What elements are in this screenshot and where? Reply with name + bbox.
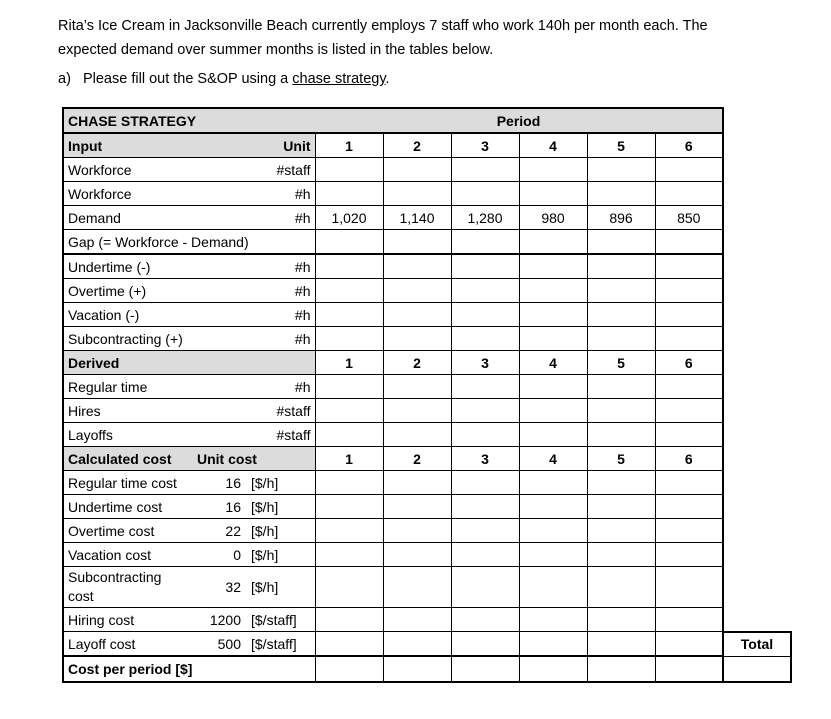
row-unit: #h	[193, 182, 315, 206]
cost-row-hiring	[63, 608, 791, 632]
input-cell[interactable]	[519, 182, 587, 206]
period-3: 3	[451, 447, 519, 471]
derived-header-row	[63, 351, 791, 375]
input-cell[interactable]	[383, 375, 451, 399]
row-label: Undertime (-)	[63, 254, 193, 279]
input-cell[interactable]	[587, 495, 655, 519]
unit-cost-value: 22	[225, 522, 241, 539]
input-cell[interactable]	[315, 471, 383, 495]
demand-value: 1,280	[451, 206, 519, 230]
cost-row-layoff	[63, 632, 791, 657]
row-unit: #staff	[193, 399, 315, 423]
period-4: 4	[519, 447, 587, 471]
input-cell[interactable]	[315, 632, 383, 657]
period-5: 5	[587, 351, 655, 375]
input-cell[interactable]	[383, 182, 451, 206]
period-4: 4	[519, 133, 587, 158]
input-cell[interactable]	[451, 495, 519, 519]
problem-line-2: expected demand over summer months is listed in the tables below.	[58, 42, 494, 58]
unit-header: Unit	[193, 133, 315, 158]
input-cell[interactable]	[451, 656, 519, 682]
input-cell[interactable]	[315, 423, 383, 447]
input-cell[interactable]	[383, 495, 451, 519]
input-cell[interactable]	[587, 656, 655, 682]
derived-row-regular-time	[63, 375, 791, 399]
input-cell[interactable]	[451, 423, 519, 447]
unit-cost-unit: [$/h]	[251, 498, 279, 515]
input-cell[interactable]	[451, 327, 519, 351]
row-label: Overtime (+)	[63, 279, 193, 303]
input-header-row	[63, 133, 791, 158]
total-header: Total	[723, 632, 791, 657]
input-cell[interactable]	[655, 608, 723, 632]
input-cell[interactable]	[587, 608, 655, 632]
gap-label: Gap (= Workforce - Demand)	[63, 230, 315, 255]
input-cell[interactable]	[587, 182, 655, 206]
input-cell[interactable]	[519, 608, 587, 632]
input-cell[interactable]	[655, 182, 723, 206]
input-cell[interactable]	[451, 608, 519, 632]
demand-value: 850	[655, 206, 723, 230]
input-cell[interactable]	[519, 656, 587, 682]
row-label-line-2: cost	[68, 588, 94, 604]
row-label: Undertime cost	[63, 495, 193, 519]
input-cell[interactable]	[383, 608, 451, 632]
input-cell[interactable]	[315, 279, 383, 303]
row-unit: #h	[193, 303, 315, 327]
row-unit: #h	[193, 206, 315, 230]
unit-cost-unit: [$/h]	[251, 522, 279, 539]
input-cell[interactable]	[383, 254, 451, 279]
unit-cost-value: 0	[233, 546, 241, 563]
input-cell[interactable]	[451, 543, 519, 567]
input-cell[interactable]	[315, 519, 383, 543]
input-cell[interactable]	[655, 495, 723, 519]
input-cell[interactable]	[451, 567, 519, 608]
input-cell[interactable]	[519, 375, 587, 399]
period-3: 3	[451, 351, 519, 375]
calc-header: Calculated cost	[63, 447, 193, 471]
gap-row-undertime	[63, 254, 791, 279]
unit-cost-header: Unit cost	[193, 447, 315, 471]
input-cell[interactable]	[655, 543, 723, 567]
period-header: Period	[315, 108, 723, 133]
input-cell[interactable]	[655, 279, 723, 303]
gap-row-subcontracting	[63, 327, 791, 351]
input-cell[interactable]	[655, 471, 723, 495]
input-cell[interactable]	[587, 254, 655, 279]
period-5: 5	[587, 447, 655, 471]
input-cell[interactable]	[451, 254, 519, 279]
input-cell[interactable]	[451, 471, 519, 495]
derived-row-hires	[63, 399, 791, 423]
unit-cost-value: 16	[225, 474, 241, 491]
input-cell[interactable]	[451, 375, 519, 399]
unit-cost-value: 32	[225, 578, 241, 595]
row-label: Demand	[63, 206, 193, 230]
input-cell[interactable]	[587, 279, 655, 303]
input-cell[interactable]	[519, 279, 587, 303]
demand-value: 980	[519, 206, 587, 230]
period-1: 1	[315, 133, 383, 158]
input-cell[interactable]	[587, 303, 655, 327]
row-unit: #staff	[193, 423, 315, 447]
input-cell[interactable]	[383, 543, 451, 567]
derived-header: Derived	[63, 351, 193, 375]
input-cell[interactable]	[315, 182, 383, 206]
input-cell[interactable]	[383, 303, 451, 327]
total-cell[interactable]	[723, 656, 791, 682]
problem-statement	[58, 14, 798, 62]
demand-value: 896	[587, 206, 655, 230]
input-cell[interactable]	[519, 158, 587, 182]
row-label: Vacation (-)	[63, 303, 193, 327]
input-cell[interactable]	[315, 399, 383, 423]
row-label: Regular time	[63, 375, 193, 399]
row-label: Layoffs	[63, 423, 193, 447]
row-label-line-1: Subcontracting	[68, 569, 162, 585]
unit-cost-value: 16	[225, 498, 241, 515]
demand-value: 1,020	[315, 206, 383, 230]
input-cell[interactable]	[655, 158, 723, 182]
cost-per-period-row	[63, 656, 791, 682]
unit-cost-value: 1200	[209, 611, 241, 628]
input-row-demand	[63, 206, 791, 230]
row-label: Hires	[63, 399, 193, 423]
period-6: 6	[655, 351, 723, 375]
input-cell[interactable]	[383, 327, 451, 351]
input-cell[interactable]	[519, 303, 587, 327]
row-unit: #h	[193, 279, 315, 303]
input-header: Input	[63, 133, 193, 158]
derived-row-layoffs	[63, 423, 791, 447]
input-cell[interactable]	[587, 399, 655, 423]
input-cell[interactable]	[451, 158, 519, 182]
unit-cost-unit: [$/h]	[251, 474, 279, 491]
calc-header-row	[63, 447, 791, 471]
row-label: Overtime cost	[63, 519, 193, 543]
input-cell[interactable]	[587, 519, 655, 543]
input-cell[interactable]	[451, 279, 519, 303]
input-cell[interactable]	[519, 495, 587, 519]
unit-cost-unit: [$/h]	[251, 578, 279, 595]
period-1: 1	[315, 351, 383, 375]
input-cell[interactable]	[451, 399, 519, 423]
input-cell[interactable]	[519, 327, 587, 351]
unit-cost-unit: [$/h]	[251, 546, 279, 563]
period-1: 1	[315, 447, 383, 471]
input-cell[interactable]	[587, 543, 655, 567]
input-cell[interactable]	[315, 656, 383, 682]
input-cell[interactable]	[315, 543, 383, 567]
input-cell[interactable]	[383, 471, 451, 495]
cost-row-regular-time	[63, 471, 791, 495]
input-cell[interactable]	[383, 632, 451, 657]
input-cell[interactable]	[315, 608, 383, 632]
input-cell[interactable]	[587, 632, 655, 657]
input-cell[interactable]	[655, 423, 723, 447]
input-cell[interactable]	[519, 543, 587, 567]
input-cell[interactable]	[655, 656, 723, 682]
input-cell[interactable]	[655, 399, 723, 423]
period-3: 3	[451, 133, 519, 158]
unit-cost-value: 500	[217, 635, 241, 652]
row-label: Layoff cost	[63, 632, 193, 657]
gap-row-vacation	[63, 303, 791, 327]
row-label	[63, 567, 193, 608]
question-a	[58, 71, 390, 87]
input-cell[interactable]	[587, 158, 655, 182]
row-label: Hiring cost	[63, 608, 193, 632]
period-2: 2	[383, 447, 451, 471]
input-cell[interactable]	[655, 519, 723, 543]
input-cell[interactable]	[451, 303, 519, 327]
row-label: Workforce	[63, 158, 193, 182]
row-label: Workforce	[63, 182, 193, 206]
question-a-prefix: a) Please fill out the S&OP using a	[58, 71, 293, 87]
input-cell[interactable]	[655, 632, 723, 657]
input-cell[interactable]	[655, 254, 723, 279]
input-row-workforce-hours	[63, 182, 791, 206]
input-cell[interactable]	[519, 399, 587, 423]
row-unit: #h	[193, 375, 315, 399]
input-cell[interactable]	[587, 327, 655, 351]
input-cell[interactable]	[519, 254, 587, 279]
row-label: Vacation cost	[63, 543, 193, 567]
problem-line-1: Rita’s Ice Cream in Jacksonville Beach currently employs 7 staff who work 140h per month each. The	[58, 18, 708, 34]
input-cell[interactable]	[315, 303, 383, 327]
period-2: 2	[383, 351, 451, 375]
period-6: 6	[655, 133, 723, 158]
input-cell[interactable]	[315, 327, 383, 351]
question-a-link: chase strategy	[292, 71, 386, 87]
cost-row-subcontracting	[63, 567, 791, 608]
input-cell[interactable]	[519, 423, 587, 447]
input-cell[interactable]	[383, 423, 451, 447]
input-cell[interactable]	[383, 158, 451, 182]
input-cell[interactable]	[451, 182, 519, 206]
input-cell[interactable]	[383, 279, 451, 303]
row-unit: #h	[193, 254, 315, 279]
cost-per-period-label: Cost per period [$]	[63, 656, 315, 682]
input-cell[interactable]	[519, 632, 587, 657]
cost-row-undertime	[63, 495, 791, 519]
unit-cost-unit: [$/staff]	[251, 611, 297, 628]
title-row	[63, 108, 791, 133]
input-cell[interactable]	[315, 158, 383, 182]
row-label: Subcontracting (+)	[63, 327, 193, 351]
period-5: 5	[587, 133, 655, 158]
row-unit: #staff	[193, 158, 315, 182]
sop-table	[62, 107, 792, 683]
input-cell[interactable]	[655, 327, 723, 351]
question-a-suffix: .	[385, 71, 390, 87]
row-unit: #h	[193, 327, 315, 351]
input-cell[interactable]	[587, 471, 655, 495]
input-cell[interactable]	[451, 632, 519, 657]
input-cell[interactable]	[587, 375, 655, 399]
row-label: Regular time cost	[63, 471, 193, 495]
period-6: 6	[655, 447, 723, 471]
unit-cost-unit: [$/staff]	[251, 635, 297, 652]
input-cell[interactable]	[383, 656, 451, 682]
input-row-workforce-staff	[63, 158, 791, 182]
period-2: 2	[383, 133, 451, 158]
input-cell[interactable]	[519, 519, 587, 543]
input-cell[interactable]	[383, 567, 451, 608]
input-cell[interactable]	[519, 567, 587, 608]
input-cell[interactable]	[655, 303, 723, 327]
cost-row-overtime	[63, 519, 791, 543]
gap-row	[63, 230, 791, 255]
input-cell[interactable]	[383, 519, 451, 543]
input-cell[interactable]	[315, 254, 383, 279]
demand-value: 1,140	[383, 206, 451, 230]
cost-row-vacation	[63, 543, 791, 567]
input-cell[interactable]	[655, 567, 723, 608]
period-4: 4	[519, 351, 587, 375]
input-cell[interactable]	[383, 399, 451, 423]
input-cell[interactable]	[587, 567, 655, 608]
input-cell[interactable]	[451, 519, 519, 543]
input-cell[interactable]	[655, 375, 723, 399]
input-cell[interactable]	[315, 495, 383, 519]
gap-row-overtime	[63, 279, 791, 303]
table-title: CHASE STRATEGY	[63, 108, 315, 133]
input-cell[interactable]	[315, 567, 383, 608]
input-cell[interactable]	[315, 375, 383, 399]
input-cell[interactable]	[587, 423, 655, 447]
input-cell[interactable]	[519, 471, 587, 495]
